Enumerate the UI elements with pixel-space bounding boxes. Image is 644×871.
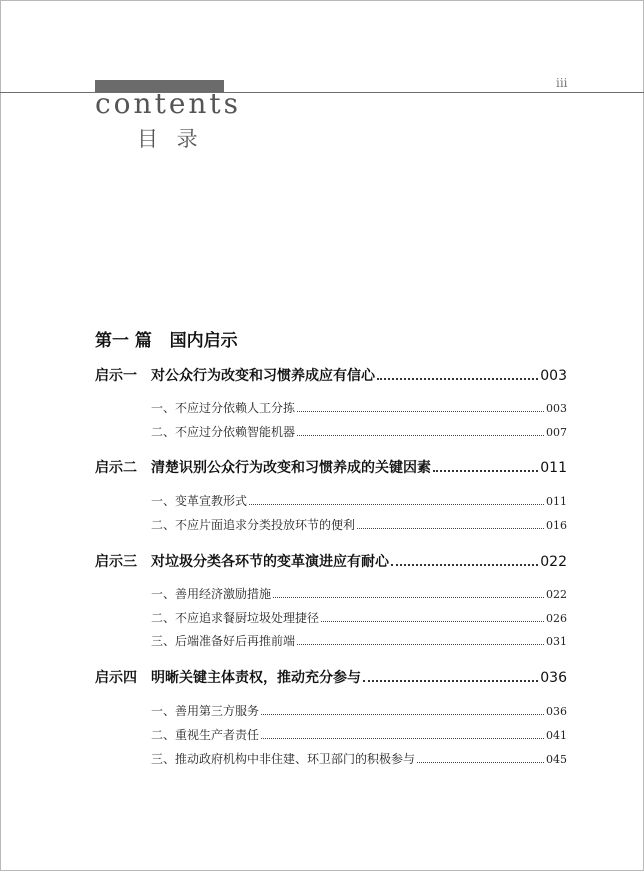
toc-section-4-3[interactable] (151, 751, 567, 768)
dot-leader (297, 435, 544, 436)
dot-leader (377, 378, 538, 380)
dot-leader (391, 564, 538, 566)
toc-section-3-1[interactable] (151, 586, 567, 603)
section-page: 045 (546, 753, 567, 766)
toc-chapter-3[interactable] (95, 553, 567, 571)
section-page: 041 (546, 729, 567, 742)
section-page: 011 (546, 495, 567, 508)
toc-chapter-4[interactable] (95, 669, 567, 687)
section-page: 036 (546, 705, 567, 718)
chapter-page: 036 (540, 670, 567, 686)
toc-section-1-2[interactable] (151, 424, 567, 441)
chapter-label: 启示四 (95, 670, 137, 686)
dot-leader (297, 411, 544, 412)
toc-section-3-2[interactable] (151, 610, 567, 627)
section-title: 一、善用经济激励措施 (151, 587, 272, 601)
chapter-page: 022 (540, 554, 567, 570)
section-title: 一、变革宣教形式 (151, 494, 248, 508)
section-page: 003 (546, 402, 567, 415)
chapter-page: 011 (540, 460, 567, 476)
chapter-title: 清楚识别公众行为改变和习惯养成的关键因素 (151, 460, 431, 476)
section-title: 三、后端准备好后再推前端 (151, 634, 296, 648)
section-title: 一、善用第三方服务 (151, 704, 260, 718)
toc-section-3-3[interactable] (151, 633, 567, 650)
section-title: 三、推动政府机构中非住建、环卫部门的积极参与 (151, 752, 416, 766)
section-page: 007 (546, 426, 567, 439)
toc-chapter-2[interactable] (95, 459, 567, 477)
dot-leader (417, 762, 544, 763)
dot-leader (261, 738, 544, 739)
dot-leader (357, 528, 544, 529)
chapter-label: 启示二 (95, 460, 137, 476)
section-page: 031 (546, 635, 567, 648)
section-title: 二、不应追求餐厨垃圾处理捷径 (151, 611, 320, 625)
section-title: 二、重视生产者责任 (151, 728, 260, 742)
section-title: 二、不应片面追求分类投放环节的便利 (151, 518, 356, 532)
chapter-label: 启示三 (95, 554, 137, 570)
dot-leader (249, 504, 544, 505)
section-title: 二、不应过分依赖智能机器 (151, 425, 296, 439)
toc-section-2-1[interactable] (151, 493, 567, 510)
chapter-label: 启示一 (95, 368, 137, 384)
chapter-page: 003 (540, 368, 567, 384)
page-number: iii (556, 76, 568, 90)
dot-leader (363, 680, 538, 682)
dot-leader (297, 644, 544, 645)
section-page: 026 (546, 612, 567, 625)
chapter-title: 对公众行为改变和习惯养成应有信心 (151, 368, 375, 384)
contents-subtitle: 目 录 (137, 127, 204, 151)
toc-section-1-1[interactable] (151, 400, 567, 417)
chapter-title: 对垃圾分类各环节的变革演进应有耐心 (151, 554, 389, 570)
toc-chapter-1[interactable] (95, 367, 567, 385)
dot-leader (273, 597, 544, 598)
section-page: 016 (546, 519, 567, 532)
toc-section-2-2[interactable] (151, 517, 567, 534)
dot-leader (321, 621, 544, 622)
part-title: 第一 篇 国内启示 (95, 331, 238, 351)
contents-title: contents (95, 87, 242, 120)
toc-section-4-1[interactable] (151, 703, 567, 720)
toc-section-4-2[interactable] (151, 727, 567, 744)
dot-leader (433, 470, 538, 472)
dot-leader (261, 714, 544, 715)
section-title: 一、不应过分依赖人工分拣 (151, 401, 296, 415)
section-page: 022 (546, 588, 567, 601)
chapter-title: 明晰关键主体责权，推动充分参与 (151, 670, 361, 686)
